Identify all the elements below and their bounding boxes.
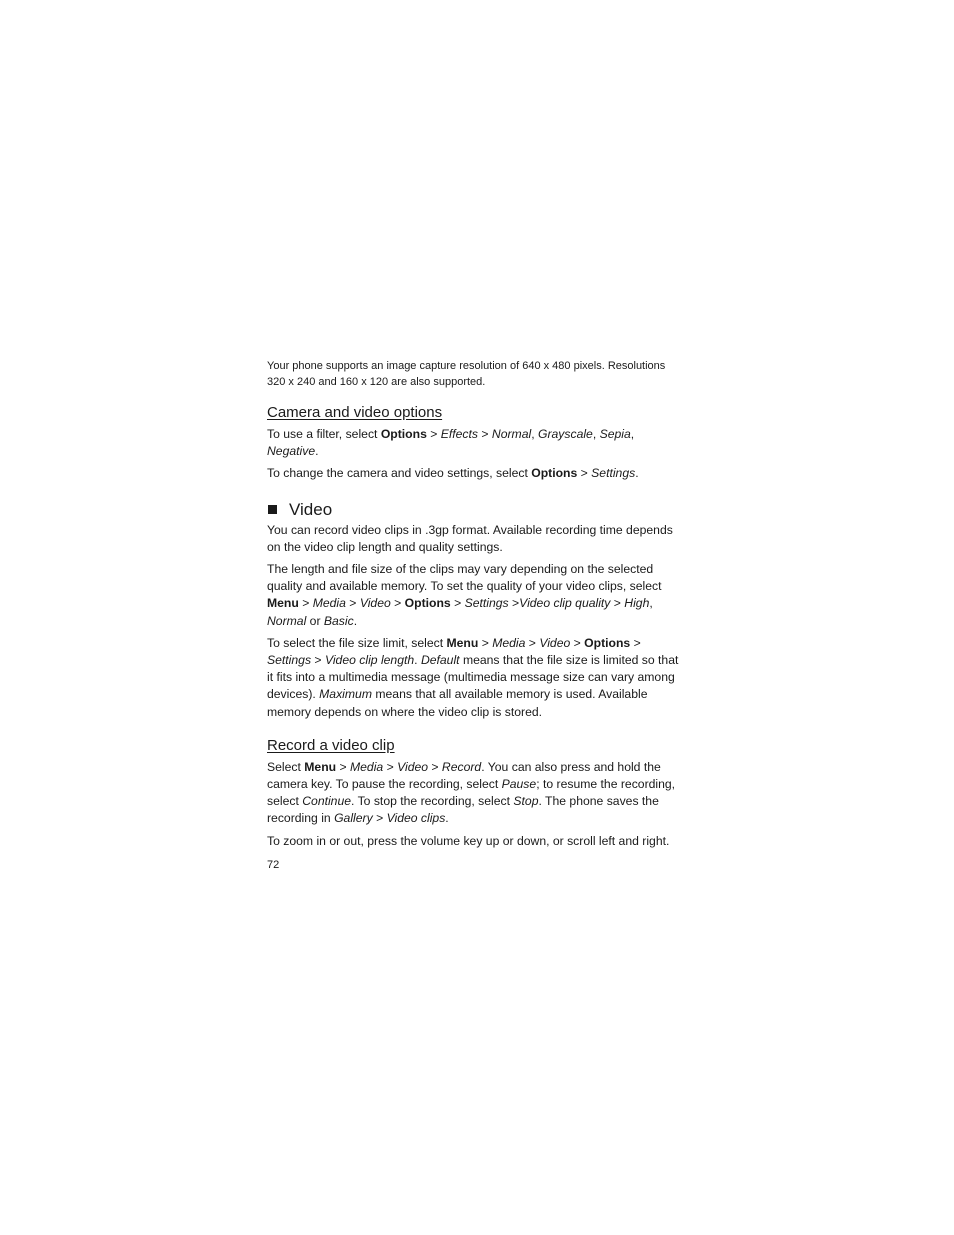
text-run: or	[306, 613, 324, 628]
record-video-heading: Record a video clip	[267, 736, 395, 754]
option-term: Default	[420, 653, 460, 668]
option-term: Normal	[267, 613, 307, 628]
text-run: To change the camera and video settings, select	[267, 466, 532, 481]
option-term: Video	[359, 596, 391, 611]
video-quality-paragraph	[267, 561, 679, 630]
menu-term: Options	[404, 596, 451, 611]
option-term: Stop	[513, 794, 539, 809]
text-run: >	[426, 427, 441, 441]
menu-term: Menu	[267, 596, 299, 611]
text-run: ; to resume the recording, select	[267, 777, 676, 809]
text-run: >	[577, 466, 592, 481]
text-run: >	[478, 635, 493, 650]
text-run: ,	[531, 427, 538, 441]
option-term: Pause	[501, 777, 537, 792]
menu-term: Menu	[446, 635, 479, 650]
text-run: ,	[649, 596, 653, 611]
option-term: Maximum	[319, 687, 372, 702]
option-term: Media	[312, 596, 346, 611]
camera-options-filter-paragraph	[267, 426, 679, 460]
option-term: Grayscale	[537, 427, 593, 441]
text-run: >	[345, 596, 360, 611]
option-term: Continue	[302, 794, 352, 809]
option-term: Settings	[591, 466, 636, 481]
text-run: .	[414, 653, 421, 668]
text-run: >	[428, 759, 442, 774]
text-run: . To stop the recording, select	[351, 794, 514, 809]
text-run: The length and file size of the clips may vary depending on the selected quality and available memory. To set the quality of your video clips, select	[267, 562, 662, 594]
text-run: >	[508, 596, 520, 611]
option-term: Media	[492, 635, 526, 650]
text-run: .	[315, 444, 319, 459]
text-run: You can record video clips in .3gp format. Available recording time depends on the video clip length and quality settings.	[267, 522, 673, 554]
menu-term: Options	[380, 427, 427, 441]
option-term: Video	[397, 759, 429, 774]
video-heading-text: Video	[289, 499, 333, 519]
text-run: >	[298, 596, 313, 611]
option-term: Video clips	[386, 811, 446, 826]
option-term: Video	[539, 635, 571, 650]
zoom-paragraph	[267, 833, 679, 850]
section-square-icon	[268, 505, 277, 514]
text-run: ,	[630, 427, 635, 441]
text-run: >	[478, 427, 492, 441]
option-term: High	[624, 596, 650, 611]
menu-term: Menu	[304, 759, 337, 774]
option-term: Settings	[464, 596, 509, 611]
video-intro-paragraph	[267, 522, 679, 556]
text-run: >	[630, 635, 641, 650]
option-term: Normal	[491, 427, 532, 441]
text-run: means that all available memory is used. Available memory depends on where the video clip is stored.	[267, 687, 648, 719]
text-run: >	[311, 653, 325, 668]
text-run: >	[390, 596, 405, 611]
text-run: means that the file size is limited so that it fits into a multimedia message (multimedia message size can vary among devices).	[267, 653, 679, 702]
video-length-paragraph	[267, 635, 679, 721]
text-run: >	[610, 596, 625, 611]
video-heading	[267, 499, 679, 521]
text-run: ,	[592, 427, 600, 441]
text-run: >	[336, 759, 350, 774]
option-term: Effects	[440, 427, 479, 441]
text-run: Select	[267, 759, 305, 774]
text-run: . The phone saves the recording in	[267, 794, 659, 826]
option-term: Video clip length	[324, 653, 415, 668]
intro-paragraph: Your phone supports an image capture resolution of 640 x 480 pixels. Resolutions 320 x 240 and 160 x 120 are also supported.	[267, 360, 666, 388]
text-run: >	[450, 596, 465, 611]
option-term: Gallery	[334, 811, 373, 826]
text-run: >	[525, 635, 540, 650]
text-run: >	[570, 635, 585, 650]
text-run: >	[383, 759, 398, 774]
menu-term: Options	[531, 466, 578, 481]
record-instructions-paragraph	[267, 759, 679, 828]
option-term: Record	[441, 759, 482, 774]
text-run: To use a filter, select	[267, 427, 381, 441]
camera-options-heading: Camera and video options	[267, 404, 443, 421]
text-run: .	[353, 613, 358, 628]
text-run: . You can also press and hold the camera key. To pause the recording, select	[267, 759, 661, 792]
option-term: Negative	[267, 444, 316, 459]
text-run: To zoom in or out, press the volume key up or down, or scroll left and right.	[267, 833, 670, 848]
option-term: Video clip quality	[519, 596, 611, 611]
text-run: >	[372, 811, 387, 826]
option-term: Settings	[267, 653, 312, 668]
menu-term: Options	[584, 635, 631, 650]
camera-options-settings-paragraph	[267, 465, 679, 482]
document-page	[267, 358, 679, 850]
option-term: Media	[349, 759, 384, 774]
option-term: Sepia	[599, 427, 631, 441]
text-run: To select the file size limit, select	[267, 635, 447, 650]
option-term: Basic	[323, 613, 354, 628]
page-number: 72	[267, 859, 280, 871]
text-run: .	[445, 811, 449, 826]
text-run: .	[635, 466, 639, 481]
